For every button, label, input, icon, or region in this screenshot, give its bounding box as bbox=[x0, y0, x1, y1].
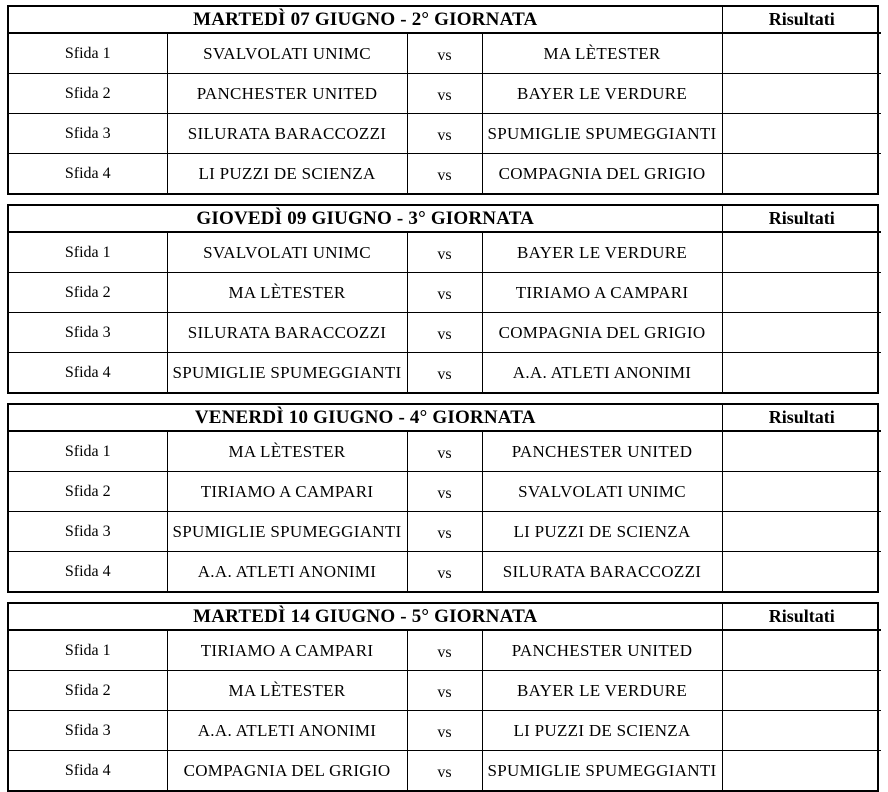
sfida-label: Sfida 2 bbox=[9, 472, 167, 512]
result-cell[interactable] bbox=[722, 472, 881, 512]
sfida-label: Sfida 2 bbox=[9, 671, 167, 711]
table-row bbox=[9, 33, 881, 74]
round-table bbox=[7, 5, 879, 195]
vs-label: vs bbox=[407, 431, 482, 472]
home-team: SPUMIGLIE SPUMEGGIANTI bbox=[167, 353, 407, 393]
result-cell[interactable] bbox=[722, 232, 881, 273]
table-row bbox=[9, 711, 881, 751]
round-title: MARTEDÌ 14 GIUGNO - 5° GIORNATA bbox=[9, 604, 722, 630]
away-team: A.A. ATLETI ANONIMI bbox=[482, 353, 722, 393]
sfida-label: Sfida 1 bbox=[9, 431, 167, 472]
away-team: SILURATA BARACCOZZI bbox=[482, 552, 722, 592]
table-row bbox=[9, 232, 881, 273]
vs-label: vs bbox=[407, 472, 482, 512]
round-header bbox=[9, 7, 881, 33]
away-team: BAYER LE VERDURE bbox=[482, 74, 722, 114]
results-header: Risultati bbox=[722, 604, 881, 630]
round-header bbox=[9, 405, 881, 431]
vs-label: vs bbox=[407, 33, 482, 74]
away-team: COMPAGNIA DEL GRIGIO bbox=[482, 154, 722, 194]
table-row bbox=[9, 630, 881, 671]
sfida-label: Sfida 3 bbox=[9, 313, 167, 353]
table-row bbox=[9, 751, 881, 791]
home-team: SVALVOLATI UNIMC bbox=[167, 33, 407, 74]
vs-label: vs bbox=[407, 232, 482, 273]
sfida-label: Sfida 3 bbox=[9, 114, 167, 154]
home-team: TIRIAMO A CAMPARI bbox=[167, 472, 407, 512]
sfida-label: Sfida 2 bbox=[9, 74, 167, 114]
sfida-label: Sfida 4 bbox=[9, 353, 167, 393]
results-header: Risultati bbox=[722, 206, 881, 232]
table-row bbox=[9, 472, 881, 512]
results-header: Risultati bbox=[722, 405, 881, 431]
sfida-label: Sfida 4 bbox=[9, 154, 167, 194]
home-team: MA LÈTESTER bbox=[167, 273, 407, 313]
home-team: MA LÈTESTER bbox=[167, 671, 407, 711]
home-team: A.A. ATLETI ANONIMI bbox=[167, 552, 407, 592]
result-cell[interactable] bbox=[722, 630, 881, 671]
vs-label: vs bbox=[407, 711, 482, 751]
away-team: PANCHESTER UNITED bbox=[482, 431, 722, 472]
result-cell[interactable] bbox=[722, 33, 881, 74]
round-title: VENERDÌ 10 GIUGNO - 4° GIORNATA bbox=[9, 405, 722, 431]
vs-label: vs bbox=[407, 552, 482, 592]
home-team: A.A. ATLETI ANONIMI bbox=[167, 711, 407, 751]
home-team: SILURATA BARACCOZZI bbox=[167, 313, 407, 353]
away-team: SVALVOLATI UNIMC bbox=[482, 472, 722, 512]
result-cell[interactable] bbox=[722, 711, 881, 751]
result-cell[interactable] bbox=[722, 431, 881, 472]
sfida-label: Sfida 4 bbox=[9, 552, 167, 592]
sfida-label: Sfida 3 bbox=[9, 711, 167, 751]
result-cell[interactable] bbox=[722, 313, 881, 353]
table-row bbox=[9, 431, 881, 472]
home-team: COMPAGNIA DEL GRIGIO bbox=[167, 751, 407, 791]
away-team: LI PUZZI DE SCIENZA bbox=[482, 512, 722, 552]
results-header: Risultati bbox=[722, 7, 881, 33]
sfida-label: Sfida 3 bbox=[9, 512, 167, 552]
table-row bbox=[9, 313, 881, 353]
away-team: LI PUZZI DE SCIENZA bbox=[482, 711, 722, 751]
sfida-label: Sfida 2 bbox=[9, 273, 167, 313]
vs-label: vs bbox=[407, 630, 482, 671]
round-title: MARTEDÌ 07 GIUGNO - 2° GIORNATA bbox=[9, 7, 722, 33]
sfida-label: Sfida 1 bbox=[9, 33, 167, 74]
vs-label: vs bbox=[407, 353, 482, 393]
away-team: BAYER LE VERDURE bbox=[482, 232, 722, 273]
result-cell[interactable] bbox=[722, 74, 881, 114]
sfida-label: Sfida 1 bbox=[9, 630, 167, 671]
table-row bbox=[9, 273, 881, 313]
away-team: COMPAGNIA DEL GRIGIO bbox=[482, 313, 722, 353]
vs-label: vs bbox=[407, 114, 482, 154]
round-header bbox=[9, 206, 881, 232]
vs-label: vs bbox=[407, 512, 482, 552]
result-cell[interactable] bbox=[722, 114, 881, 154]
result-cell[interactable] bbox=[722, 671, 881, 711]
home-team: TIRIAMO A CAMPARI bbox=[167, 630, 407, 671]
result-cell[interactable] bbox=[722, 273, 881, 313]
sfida-label: Sfida 1 bbox=[9, 232, 167, 273]
away-team: PANCHESTER UNITED bbox=[482, 630, 722, 671]
round-table bbox=[7, 204, 879, 394]
home-team: SPUMIGLIE SPUMEGGIANTI bbox=[167, 512, 407, 552]
home-team: LI PUZZI DE SCIENZA bbox=[167, 154, 407, 194]
table-row bbox=[9, 353, 881, 393]
vs-label: vs bbox=[407, 313, 482, 353]
away-team: SPUMIGLIE SPUMEGGIANTI bbox=[482, 751, 722, 791]
home-team: PANCHESTER UNITED bbox=[167, 74, 407, 114]
vs-label: vs bbox=[407, 671, 482, 711]
table-row bbox=[9, 671, 881, 711]
table-row bbox=[9, 114, 881, 154]
table-row bbox=[9, 552, 881, 592]
round-table bbox=[7, 602, 879, 792]
home-team: MA LÈTESTER bbox=[167, 431, 407, 472]
away-team: TIRIAMO A CAMPARI bbox=[482, 273, 722, 313]
round-header bbox=[9, 604, 881, 630]
vs-label: vs bbox=[407, 74, 482, 114]
round-title: GIOVEDÌ 09 GIUGNO - 3° GIORNATA bbox=[9, 206, 722, 232]
home-team: SILURATA BARACCOZZI bbox=[167, 114, 407, 154]
vs-label: vs bbox=[407, 154, 482, 194]
away-team: BAYER LE VERDURE bbox=[482, 671, 722, 711]
table-row bbox=[9, 74, 881, 114]
result-cell[interactable] bbox=[722, 751, 881, 791]
result-cell[interactable] bbox=[722, 353, 881, 393]
table-row bbox=[9, 512, 881, 552]
round-table bbox=[7, 403, 879, 593]
result-cell[interactable] bbox=[722, 552, 881, 592]
away-team: MA LÈTESTER bbox=[482, 33, 722, 74]
vs-label: vs bbox=[407, 751, 482, 791]
vs-label: vs bbox=[407, 273, 482, 313]
table-row bbox=[9, 154, 881, 194]
result-cell[interactable] bbox=[722, 512, 881, 552]
home-team: SVALVOLATI UNIMC bbox=[167, 232, 407, 273]
away-team: SPUMIGLIE SPUMEGGIANTI bbox=[482, 114, 722, 154]
result-cell[interactable] bbox=[722, 154, 881, 194]
sfida-label: Sfida 4 bbox=[9, 751, 167, 791]
